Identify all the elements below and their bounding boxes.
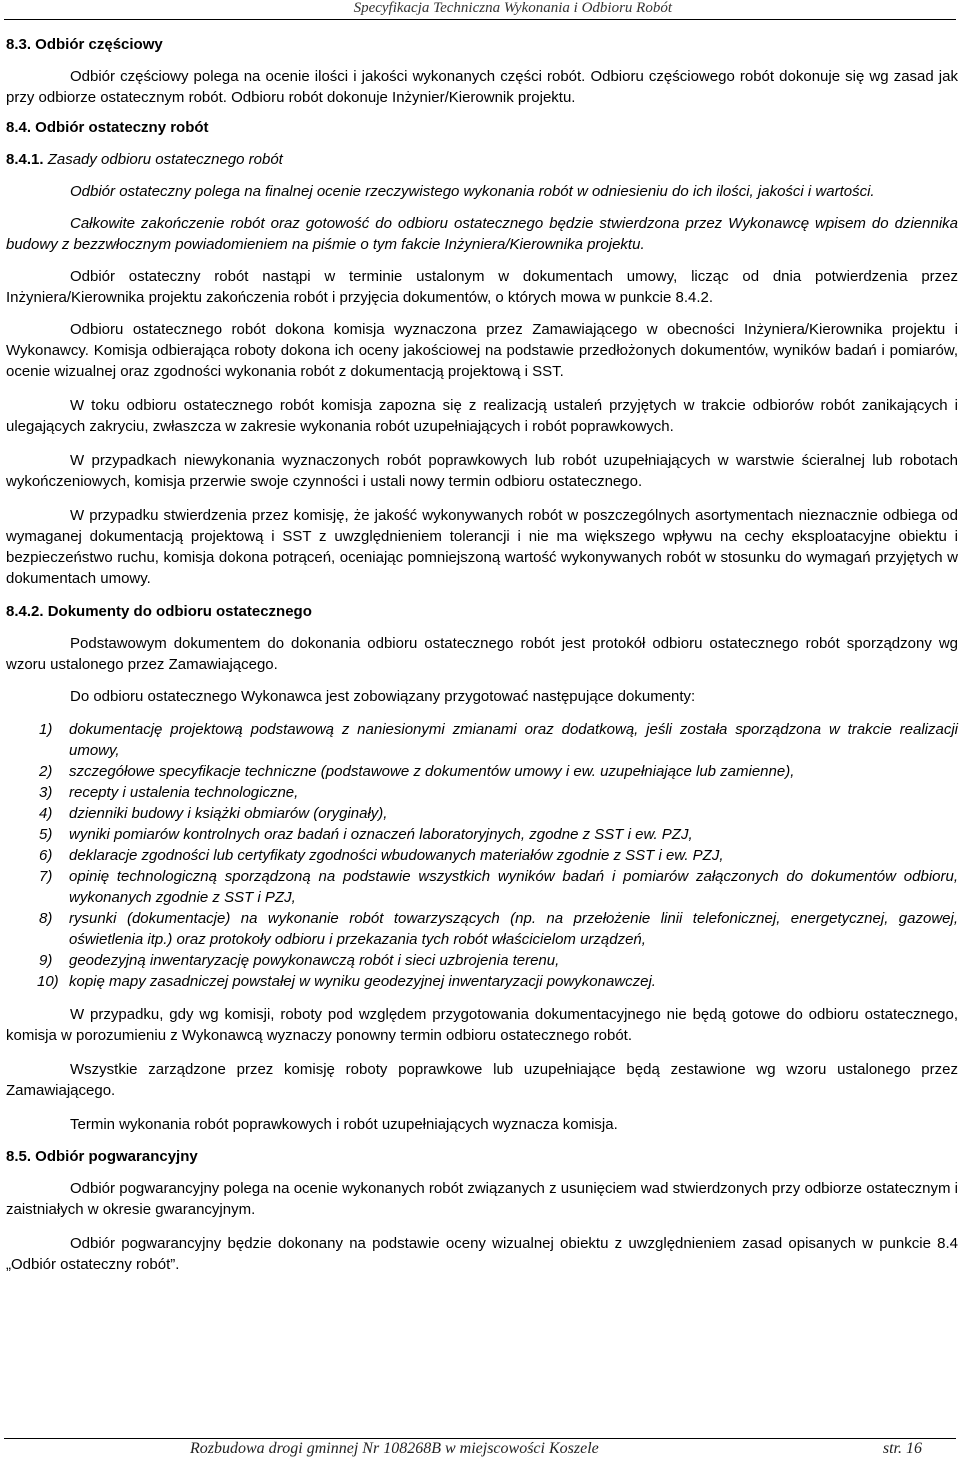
list-number: 8) <box>39 910 53 927</box>
list-item-text: geodezyjną inwentaryzację powykonawczą robót i sieci uzbrojenia terenu, <box>69 952 560 969</box>
list-item <box>6 971 958 992</box>
list-item <box>6 782 958 803</box>
section-number: 8.4.1. <box>6 151 44 168</box>
page-number: str. 16 <box>882 1440 922 1457</box>
list-number: 1) <box>39 721 53 738</box>
section-heading-8-4: 8.4. Odbiór ostateczny robót <box>6 119 209 136</box>
header-title: Specyfikacja Techniczna Wykonania i Odbioru Robót <box>353 0 672 16</box>
list-item-text: opinię technologiczną sporządzoną na podstawie wszystkich wyników badań i pomiarów załączonych do dokumentów odbioru, wykonanych zgodnie z SST i PZJ, <box>69 868 958 906</box>
list-number: 2) <box>39 763 53 780</box>
section-heading-8-4-2: 8.4.2. Dokumenty do odbioru ostatecznego <box>6 603 312 620</box>
list-item <box>6 761 958 782</box>
list-number: 7) <box>39 868 53 885</box>
list-number: 6) <box>39 847 53 864</box>
section-heading-8-4-1 <box>6 149 958 170</box>
paragraph: W przypadku stwierdzenia przez komisję, że jakość wykonywanych robót w poszczególnych asortymentach nieznacznie odbiega od wymaganej dokumentacją projektową i SST z uwzględnieniem tolerancji i nie ma większego wpływu na cechy eksploatacyjne obiektu i bezpieczeństwo ruchu, komisja dokona potrąceń, oceniając pomniejszoną wartość wykonywanych robót w stosunku do wymagań przyjętych w dokumentach umowy. <box>6 507 958 587</box>
list-number: 5) <box>39 826 53 843</box>
paragraph: Całkowite zakończenie robót oraz gotowość do odbioru ostatecznego będzie stwierdzona przez Wykonawcę wpisem do dziennika budowy z bezzwłocznym powiadomieniem na piśmie o tym fakcie Inżyniera/Kierownika projektu. <box>6 215 958 253</box>
paragraph: Podstawowym dokumentem do dokonania odbioru ostatecznego robót jest protokół odbioru ostatecznego robót sporządzony wg wzoru ustalonego przez Zamawiającego. <box>6 635 958 673</box>
paragraph: W toku odbioru ostatecznego robót komisja zapozna się z realizacją ustaleń przyjętych w trakcie odbiorów robót zanikających i ulegających zakryciu, zwłaszcza w zakresie wykonania robót uzupełniających i robót poprawkowych. <box>6 397 958 435</box>
paragraph: Odbiór ostateczny robót nastąpi w terminie ustalonym w dokumentach umowy, licząc od dnia potwierdzenia przez Inżyniera/Kierownika projektu zakończenia robót i przyjęcia dokumentów, o których mowa w punkcie 8.4.2. <box>6 268 958 306</box>
list-item-text: deklaracje zgodności lub certyfikaty zgodności wbudowanych materiałów zgodnie z SST i ew. PZJ, <box>69 847 724 864</box>
paragraph: Odbiór pogwarancyjny polega na ocenie wykonanych robót związanych z usunięciem wad stwierdzonych przy odbiorze ostatecznym i zaistniałych w okresie gwarancyjnym. <box>6 1180 958 1218</box>
list-item-text: recepty i ustalenia technologiczne, <box>69 784 299 801</box>
section-heading-8-3: 8.3. Odbiór częściowy <box>6 36 163 53</box>
list-item <box>6 866 958 908</box>
list-item-text: dzienniki budowy i książki obmiarów (oryginały), <box>69 805 388 822</box>
list-item <box>6 824 958 845</box>
list-number: 3) <box>39 784 53 801</box>
page-footer <box>0 1434 960 1456</box>
list-number: 4) <box>39 805 53 822</box>
paragraph: Odbiór ostateczny polega na finalnej ocenie rzeczywistego wykonania robót w odniesieniu do ich ilości, jakości i wartości. <box>70 183 875 200</box>
paragraph: Odbioru ostatecznego robót dokona komisja wyznaczona przez Zamawiającego w obecności Inżyniera/Kierownika projektu i Wykonawcy. Komisja odbierająca roboty dokona ich oceny jakościowej na podstawie przedłożonych dokumentów, wyników badań i pomiarów, ocenie wizualnej oraz zgodności wykonania robót z dokumentacją projektową i SST. <box>6 321 958 380</box>
documents-list <box>6 719 958 992</box>
document-body <box>6 34 958 1275</box>
list-number: 10) <box>37 973 59 990</box>
list-item <box>6 719 958 761</box>
list-number: 9) <box>39 952 53 969</box>
list-item-text: dokumentację projektową podstawową z naniesionymi zmianami oraz dodatkową, jeśli została sporządzona w trakcie realizacji umowy, <box>69 721 958 759</box>
paragraph: Wszystkie zarządzone przez komisję roboty poprawkowe lub uzupełniające będą zestawione wg wzoru ustalonego przez Zamawiającego. <box>6 1061 958 1099</box>
list-item <box>6 803 958 824</box>
paragraph: Odbiór pogwarancyjny będzie dokonany na podstawie oceny wizualnej obiektu z uwzględnieniem zasad opisanych w punkcie 8.4 „Odbiór ostateczny robót”. <box>6 1235 958 1273</box>
paragraph: W przypadkach niewykonania wyznaczonych robót poprawkowych lub robót uzupełniających w warstwie ścieralnej lub robotach wykończeniowych, komisja przerwie swoje czynności i ustali nowy termin odbioru ostatecznego. <box>6 452 958 490</box>
footer-rule <box>4 1438 956 1439</box>
list-item-text: szczegółowe specyfikacje techniczne (podstawowe z dokumentów umowy i ew. uzupełniające lub zamienne), <box>69 763 795 780</box>
paragraph: Do odbioru ostatecznego Wykonawca jest zobowiązany przygotować następujące dokumenty: <box>70 688 696 705</box>
footer-project-title: Rozbudowa drogi gminnej Nr 108268B w miejscowości Koszele <box>190 1440 599 1457</box>
list-item-text: rysunki (dokumentacje) na wykonanie robót towarzyszących (np. na przełożenie linii telefonicznej, energetycznej, gazowej, oświetlenia itp.) oraz protokoły odbioru i przekazania tych robót właścicielom urządzeń, <box>69 910 958 948</box>
list-item <box>6 845 958 866</box>
list-item-text: wyniki pomiarów kontrolnych oraz badań i oznaczeń laboratoryjnych, zgodne z SST i ew. PZJ, <box>69 826 693 843</box>
list-item-text: kopię mapy zasadniczej powstałej w wyniku geodezyjnej inwentaryzacji powykonawczej. <box>69 973 656 990</box>
list-item <box>6 950 958 971</box>
header-rule <box>4 19 956 20</box>
section-heading-8-5: 8.5. Odbiór pogwarancyjny <box>6 1148 198 1165</box>
paragraph: W przypadku, gdy wg komisji, roboty pod względem przygotowania dokumentacyjnego nie będą gotowe do odbioru ostatecznego, komisja w porozumieniu z Wykonawcą wyznaczy ponowny termin odbioru ostatecznego robót. <box>6 1006 958 1044</box>
page-header <box>0 0 960 22</box>
list-item <box>6 908 958 950</box>
paragraph: Odbiór częściowy polega na ocenie ilości i jakości wykonanych części robót. Odbioru częściowego robót dokonuje się wg zasad jak przy odbiorze ostatecznym robót. Odbioru robót dokonuje Inżynier/Kierownik projektu. <box>6 68 958 106</box>
paragraph: Termin wykonania robót poprawkowych i robót uzupełniających wyznacza komisja. <box>70 1116 618 1133</box>
section-title: Zasady odbioru ostatecznego robót <box>47 151 283 168</box>
